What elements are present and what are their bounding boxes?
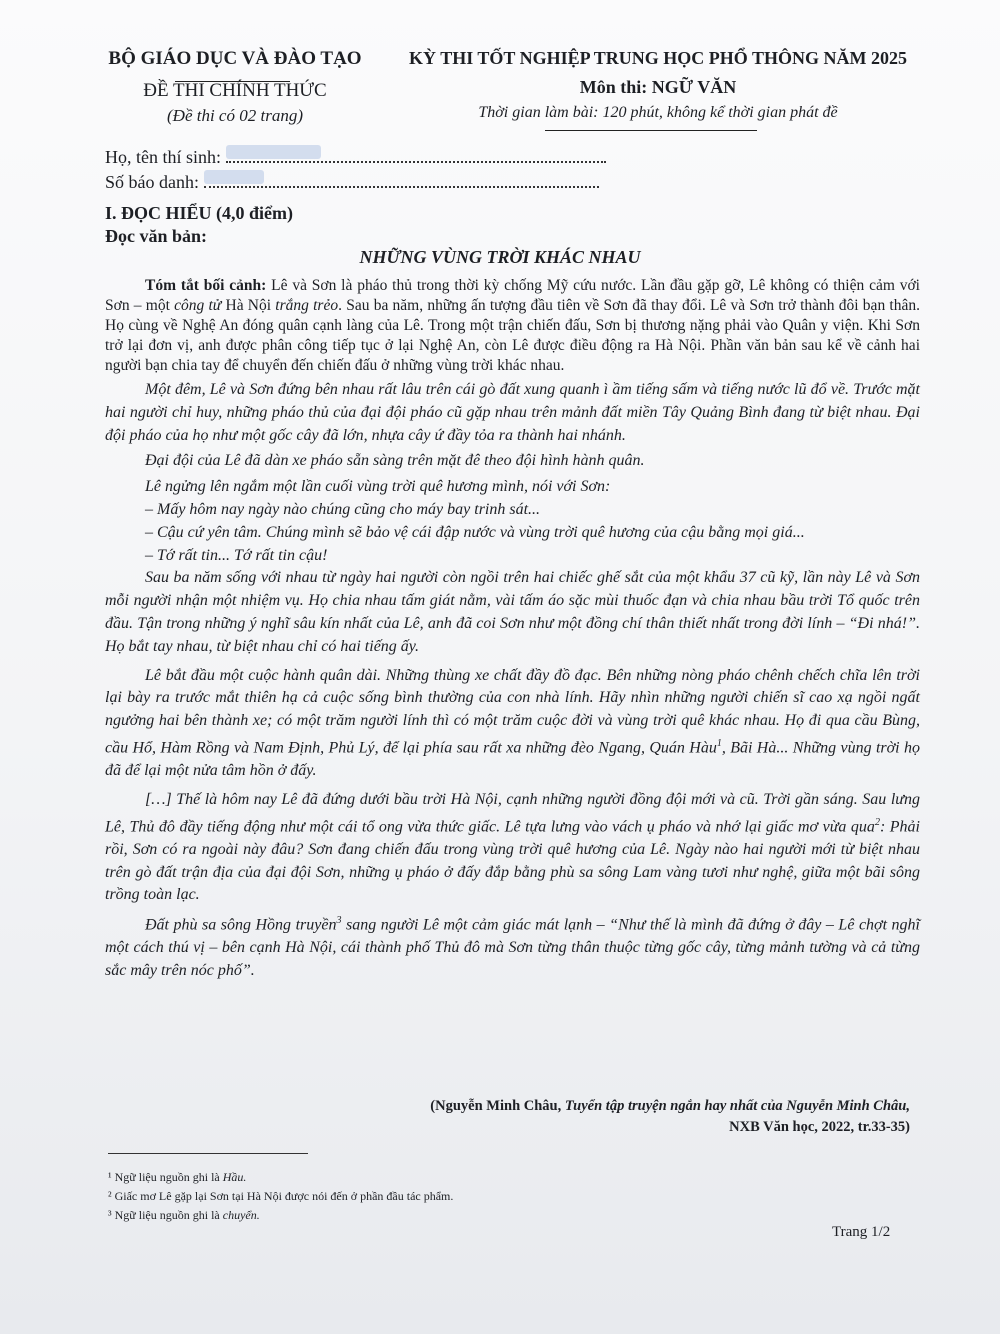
footnote-1 (108, 1168, 808, 1187)
exam-name: KỲ THI TỐT NGHIỆP TRUNG HỌC PHỔ THÔNG NĂM 2025 (409, 48, 907, 68)
context-text: Lê và Sơn là pháo thủ trong thời kỳ chống Mỹ cứu nước. Lần đầu gặp gỡ, Lê không có thiện cảm với Sơn – một (105, 277, 920, 314)
citation-publisher: NXB Văn học, 2022, tr.33-35) (729, 1119, 910, 1135)
candidate-name-label: Họ, tên thí sinh: (105, 147, 221, 167)
passage (105, 276, 920, 986)
redacted-id (204, 170, 264, 184)
redacted-name (226, 145, 321, 159)
context-emphasis: trắng trẻo (275, 297, 339, 314)
footnote-text: ³ Ngữ liệu nguồn ghi là (108, 1208, 223, 1222)
candidate-id-label: Số báo danh: (105, 172, 199, 192)
context-text: . Sau ba năm, những ấn tượng đầu tiên về Sơn đã thay đổi. Lê và Sơn trở thành đôi bạn thân. Họ cùng về Nghệ An đóng quân cạnh làng của Lê. Trong một trận chiến đấu, Sơn bị thương nặng phải vào Quân y viện. Khi Sơn trở lại đơn vị, anh được phân công tiếp tục ở lại Nghệ An, còn Lê được điều động ra Hà Nội. Phần văn bản sau kể về cảnh hai người bạn chia tay để chuyển đến chiến đấu ở những vùng trời khác nhau. (105, 297, 920, 374)
dialogue-line: – Cậu cứ yên tâm. Chúng mình sẽ bảo vệ cái đập nước và vùng trời quê hương của cậu bằng mọi giá... (145, 523, 805, 541)
footnote-divider (108, 1153, 308, 1154)
exam-header (388, 48, 928, 122)
time-underline (545, 130, 757, 131)
exam-time: Thời gian làm bài: 120 phút, không kể thời gian phát đề (478, 104, 838, 121)
footnote-text: ¹ Ngữ liệu nguồn ghi là (108, 1170, 223, 1184)
footnote-2: ² Giấc mơ Lê gặp lại Sơn tại Hà Nội được nói đến ở phần đầu tác phẩm. (108, 1189, 454, 1203)
footnote-emphasis: chuyển. (222, 1208, 260, 1222)
context-paragraph (105, 276, 920, 376)
paragraph: Sau ba năm sống với nhau từ ngày hai người còn ngồi trên hai chiếc ghế sắt của một khẩu 37 cũ kỹ, lần này Lê và Sơn mỗi người nhận một nhiệm vụ. Họ chia nhau tấm giát nằm, vài tấm áo sặc mùi thuốc đạn và chia nhau bầu trời Tổ quốc trên đầu. Tận trong những ý nghĩ sâu kín nhất của Lê, anh đã coi Sơn như một đồng chí thân thiết nhất trong đời lính – “Đi nhá!”. Họ bắt tay nhau, từ biệt nhau chỉ có hai tiếng ấy. (105, 569, 920, 655)
candidate-id-row (105, 172, 599, 193)
source-citation (105, 1096, 910, 1138)
ministry-name: BỘ GIÁO DỤC VÀ ĐÀO TẠO (108, 48, 362, 69)
paragraph: Lê ngửng lên ngắm một lần cuối vùng trời quê hương mình, nói với Sơn: (145, 478, 611, 496)
footnotes (108, 1168, 808, 1225)
context-text: Hà Nội (221, 297, 276, 314)
paragraph-text: , Bãi Hà... Những vùng trời họ đã để lại một nửa tâm hồn ở đấy. (105, 739, 920, 780)
citation-book: Tuyển tập truyện ngắn hay nhất của Nguyễn Minh Châu, (564, 1098, 910, 1114)
read-label: Đọc văn bản: (105, 226, 208, 246)
paragraph (105, 789, 920, 907)
paragraph-text: Lê bắt đầu một cuộc hành quân dài. Những thùng xe chất đầy đồ đạc. Bên những nòng pháo chênh chếch chĩa lên trời lại bày ra trước mắt thiên hạ cả cuộc sống bình thường của con nhà lính. Hãy nhìn những người chiến sĩ cao xạ ngồi ngất ngưởng hai bên thành xe; có một trăm người lính thì có một trăm cuộc đời và vùng trời quê khác nhau. Họ đi qua cầu Bùng, cầu Hổ, Hàm Rồng và Nam Định, Phủ Lý, để lại phía sau rất xa những đèo Ngang, Quán Hàu (105, 666, 920, 757)
pages-note: (Đề thi có 02 trang) (167, 106, 303, 125)
candidate-name-field[interactable] (226, 147, 606, 163)
exam-subject: Môn thi: NGỮ VĂN (579, 77, 737, 97)
paragraph-text: Đất phù sa sông Hồng truyền (145, 916, 337, 934)
dialogue-line: – Tớ rất tin... Tớ rất tin cậu! (145, 546, 328, 564)
paragraph (105, 665, 920, 783)
official-exam-label: ĐỀ THI CHÍNH THỨC (143, 80, 327, 101)
candidate-id-field[interactable] (204, 172, 599, 188)
paragraph-text: sang người Lê một cảm giác mát lạnh – “Như thế là mình đã đứng ở đây – Lê chợt nghĩ một cách thú vị – bên cạnh Hà Nội, cái thành phố Thủ đô mà Sơn từng thân thuộc từng gốc cây, từng mảnh tường và cả từng sắc mây trên nóc phố”. (105, 916, 920, 980)
paragraph-text: : Phải rồi, Sơn có ra ngoài này đâu? Sơn đang chiến đấu trong vùng trời quê hương của Lê. Ngày nào hai người mới từ biệt nhau trên gò đất trận địa của đại đội Sơn, những ụ pháo ở đấy đắp bằng phù sa sông Lam vàng tươi như nghệ, giữa một bãi sông trồng toàn lạc. (105, 818, 920, 904)
footnote-ref: 3 (336, 915, 342, 927)
header-underline (175, 81, 290, 82)
paragraph: Đại đội của Lê đã dàn xe pháo sẵn sàng trên mặt đê theo đội hình hành quân. (145, 452, 645, 470)
paragraph-text: […] Thế là hôm nay Lê đã đứng dưới bầu trời Hà Nội, cạnh những người đồng đội mới và cũ. Trời gần sáng. Sau lưng Lê, Thủ đô đầy tiếng động như một cái tổ ong vừa thức giấc. Lê tựa lưng vào vách ụ pháo và nhớ lại giấc mơ vừa qua (105, 790, 920, 835)
candidate-name-row (105, 147, 606, 168)
citation-author: (Nguyễn Minh Châu, (430, 1098, 565, 1114)
passage-title: NHỮNG VÙNG TRỜI KHÁC NHAU (359, 247, 641, 267)
context-emphasis: công tử (174, 297, 222, 314)
dialogue-line: – Mấy hôm nay ngày nào chúng cũng cho máy bay trinh sát... (145, 500, 541, 518)
footnote-emphasis: Hầu. (222, 1170, 247, 1184)
context-label: Tóm tắt bối cảnh: (145, 277, 267, 294)
section-heading: I. ĐỌC HIỂU (4,0 điểm) (105, 203, 293, 223)
page-number: Trang 1/2 (832, 1224, 891, 1240)
ministry-header (95, 48, 375, 126)
footnote-3 (108, 1206, 808, 1225)
footnote-ref: 1 (716, 737, 722, 749)
paragraph: Một đêm, Lê và Sơn đứng bên nhau rất lâu trên cái gò đất xung quanh ì ầm tiếng sấm và tiếng nước lũ đổ về. Trước mặt hai người chỉ huy, những pháo thủ của đại đội pháo cũ gặp nhau trên mảnh đất miền Tây Quảng Bình đang từ biệt nhau. Đại đội pháo của họ như một gốc cây đã lớn, nhựa cây ứ đầy tỏa ra thành hai nhánh. (105, 381, 920, 444)
footnote-ref: 2 (874, 816, 880, 828)
paragraph (105, 910, 920, 983)
